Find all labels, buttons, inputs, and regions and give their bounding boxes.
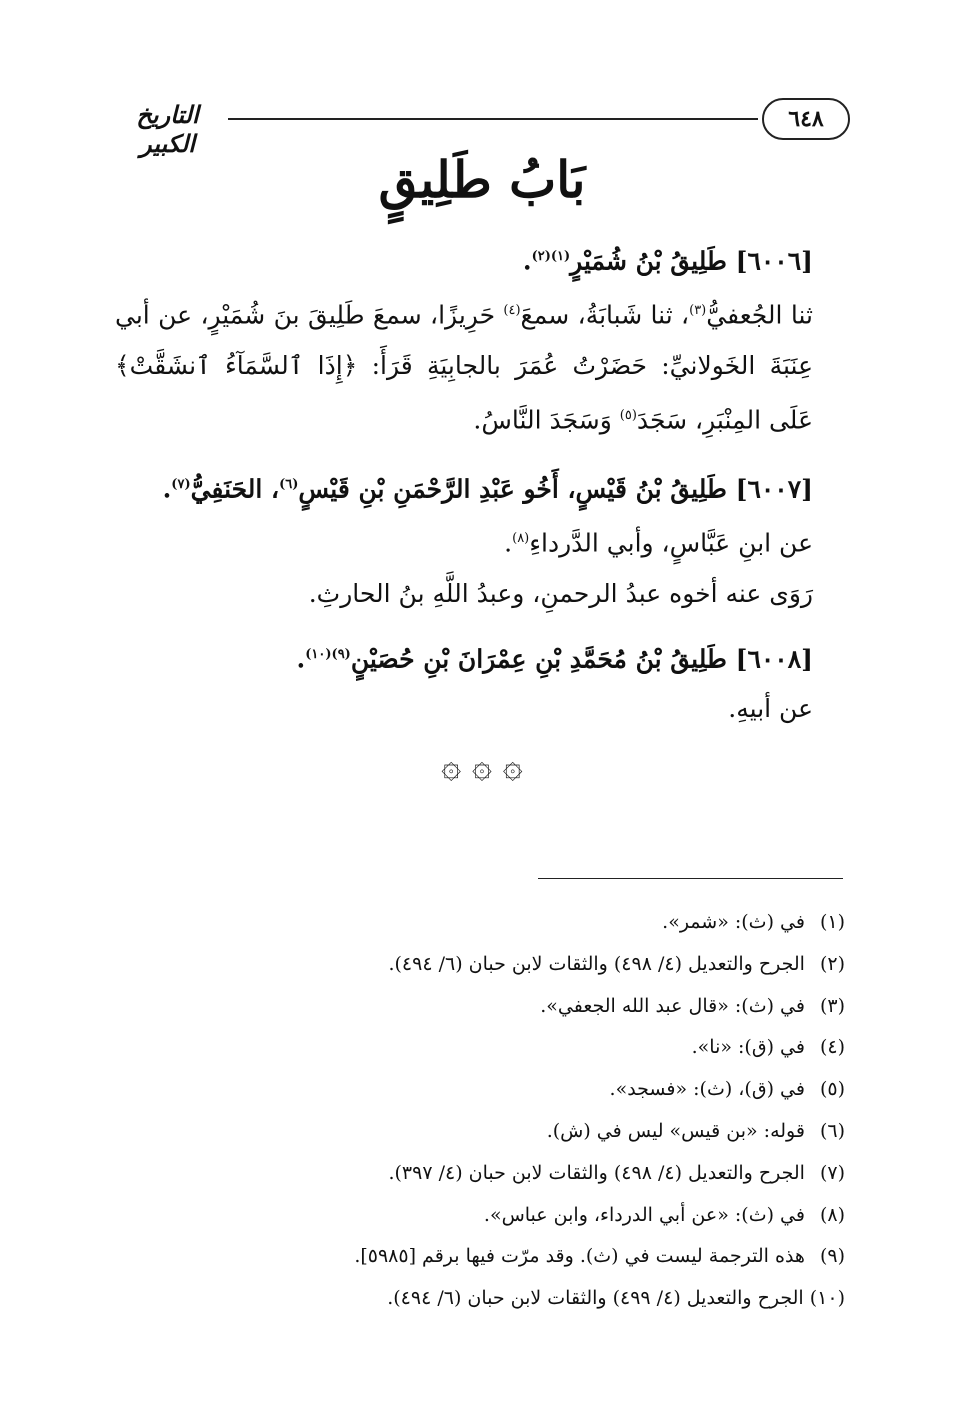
page-number: ٦٤٨ (762, 98, 850, 140)
footnote (290, 1153, 845, 1195)
footnote-number: (٤) (819, 1036, 845, 1059)
footnote-ref: (٨) (512, 531, 530, 547)
footnote (290, 902, 845, 944)
footnote-number: (٥) (819, 1078, 845, 1101)
entry-name: طَلِيقُ بْنُ مُحَمَّدِ بْنِ عِمْرَانَ بْنِ حُصَيْنٍ (350, 644, 727, 674)
entry-line: عن ابنِ عَبَّاسٍ، وأبي الدَّرداءِ$^{(٨)}$. (504, 528, 813, 558)
footnote-text: الجرح والتعديل (٤/ ٤٩٩) والثقات لابن حبان (٦/ ٤٩٤). (387, 1287, 804, 1310)
footnote-text: في (ق): «نا». (691, 1036, 805, 1059)
footnote-ref: (٦) (279, 477, 299, 492)
entry-6006 (115, 232, 843, 445)
footnotes (290, 902, 845, 1320)
footnote-number: (٩) (819, 1245, 845, 1268)
footnote-ref: (٤) (503, 303, 521, 319)
footnote-text: في (ق)، (ث): «فسجد». (609, 1078, 805, 1101)
entry-6008 (115, 630, 843, 734)
footnote-text: الجرح والتعديل (٤/ ٤٩٨) والثقات لابن حبان (٤/ ٣٩٧). (388, 1161, 805, 1184)
footnote-number: (٢) (819, 952, 845, 975)
footnote (290, 1069, 845, 1111)
footnote (290, 1278, 845, 1320)
entry-heading: [٦٠٠٦] طَلِيقُ بْنُ شُمَيْرٍ$^{(١)(٢)}$. (522, 246, 813, 276)
entry-name: طَلِيقُ بْنُ قَيْسٍ، أَخُو عَبْدِ الرَّحْمَنِ بْنِ قَيْسٍ (298, 474, 727, 504)
footnote-ref: (٧) (171, 477, 191, 492)
footnote (290, 1027, 845, 1069)
footnote-ref: (٥) (619, 407, 637, 423)
footnote-text: الجرح والتعديل (٤/ ٤٩٨) والثقات لابن حبان (٦/ ٤٩٤). (388, 952, 805, 975)
ornament-divider: ۞ ۞ ۞ (441, 746, 523, 786)
footnote (290, 1111, 845, 1153)
running-header (110, 96, 850, 158)
footnote-text: هذه الترجمة ليست في (ث). وقد مرّت فيها برقم [٥٩٨٥]. (354, 1245, 805, 1268)
footnote (290, 944, 845, 986)
footnote-text: في (ث): «قال عبد الله الجعفي». (540, 994, 805, 1017)
entry-heading: [٦٠٠٧] طَلِيقُ بْنُ قَيْسٍ، أَخُو عَبْدِ الرَّحْمَنِ بْنِ قَيْسٍ$^{(٦)}$، الحَنَفِيُّ$^{(٧)}$. (162, 474, 813, 504)
entry-number: [٦٠٠٦] (735, 246, 813, 276)
footnote (290, 1236, 845, 1278)
header-rule (228, 118, 758, 120)
book-title: التاريخ الكبير (136, 100, 199, 158)
footnote-ref: (٣) (689, 303, 707, 319)
footnote-ref: (٩)(١٠) (305, 647, 351, 662)
entry-6007 (115, 460, 843, 619)
entry-line: عن أبيهِ. (728, 694, 813, 724)
footnote-ref: (١)(٢) (531, 249, 571, 264)
chapter-title: بَابُ طَلِيقٍ (378, 150, 586, 209)
entry-heading: [٦٠٠٨] طَلِيقُ بْنُ مُحَمَّدِ بْنِ عِمْرَانَ بْنِ حُصَيْنٍ$^{(٩)(١٠)}$. (296, 644, 813, 674)
entry-body: ثنا الجُعفيُّ$^{(٣)}$، ثنا شَبابَةُ، سمعَ$^{(٤)}$ حَرِيزًا، سمعَ طَلِيقَ بنَ شُمَيْرٍ، عن أبي عِنَبَةَ الخَولانيِّ: حَضَرْتُ عُمَرَ بالجابِيَةِ قَرَأَ: ﴿إِذَا ٱلسَّمَآءُ ٱنشَقَّتْ﴾ عَلَى المِنْبَرِ، سَجَدَ$^{(٥)}$ وَسَجَدَ النَّاسُ. (115, 300, 813, 434)
footnote-number: (١٠) (809, 1287, 845, 1310)
footnote-number: (٧) (819, 1161, 845, 1184)
entry-line: رَوَى عنه أخوه عبدُ الرحمنِ، وعبدُ اللَّهِ بنُ الحارثِ. (308, 578, 813, 608)
footnote (290, 986, 845, 1028)
footnote (290, 1195, 845, 1237)
footnote-number: (٣) (819, 994, 845, 1017)
entry-number: [٦٠٠٨] (735, 644, 813, 674)
footnote-number: (٨) (819, 1203, 845, 1226)
footnote-number: (١) (819, 911, 845, 933)
footnote-text: في (ث): «شمر». (662, 911, 805, 933)
entry-name: طَلِيقُ بْنُ شُمَيْرٍ (570, 246, 727, 276)
footnote-text: قوله: «بن قيس» ليس في (ش). (546, 1119, 805, 1142)
footnote-number: (٦) (819, 1119, 845, 1142)
entry-number: [٦٠٠٧] (735, 474, 813, 504)
footnote-text: في (ث): «عن أبي الدرداء، وابن عباس». (483, 1203, 805, 1226)
footnote-rule (538, 878, 843, 879)
